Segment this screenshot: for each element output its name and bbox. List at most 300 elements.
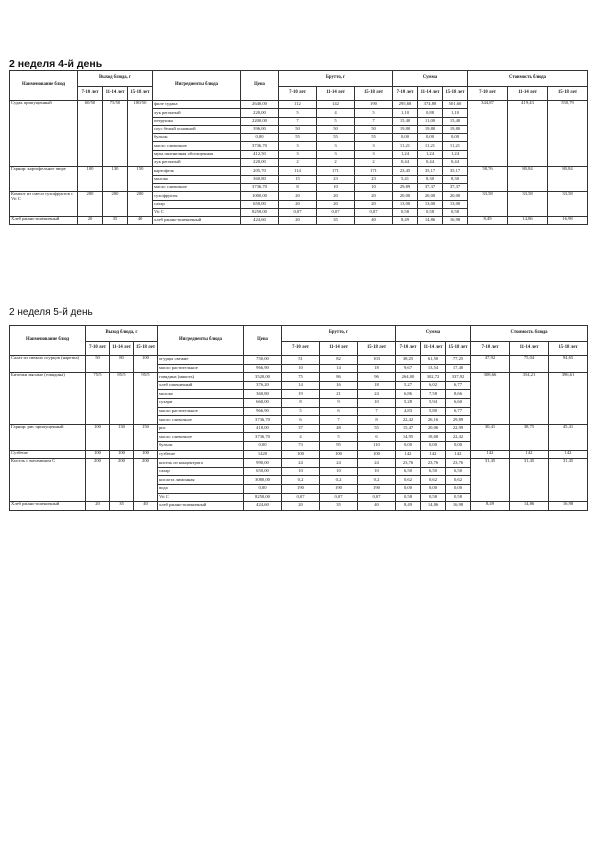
header-sum: Сумма (396, 326, 471, 342)
ingredient-brutto: 40 (355, 217, 393, 225)
dish-cost: 142 (510, 450, 549, 459)
table-row (10, 373, 588, 382)
ingredient-brutto: 5 (317, 117, 355, 125)
dish-output: 100 (78, 167, 103, 192)
ingredient-sum: 19,80 (393, 125, 418, 133)
header-age: 11-14 лет (110, 342, 134, 356)
ingredient-name: мука пшеничная обогащенная (153, 150, 241, 158)
ingredient-sum: 6,50 (446, 467, 471, 476)
ingredient-brutto: 4 (282, 433, 320, 442)
dish-cost: 80,84 (548, 167, 588, 192)
dish-name: Судак припущенный (10, 101, 78, 167)
ingredient-price: 2640,00 (241, 101, 279, 109)
ingredient-brutto: 73 (282, 441, 320, 450)
ingredient-price: 3736,70 (244, 433, 282, 442)
dish-cost: 80,84 (508, 167, 548, 192)
ingredient-brutto: 8 (282, 398, 320, 407)
ingredient-sum: 61,50 (421, 356, 446, 365)
ingredient-sum: 8,49 (396, 502, 421, 511)
ingredient-brutto: 5 (355, 109, 393, 117)
ingredient-sum: 1,24 (418, 150, 443, 158)
dish-cost: 31,45 (510, 459, 549, 502)
ingredient-name: масло сливочное (153, 183, 241, 191)
ingredient-brutto: 20 (355, 192, 393, 200)
ingredient-price: 3080,00 (244, 476, 282, 485)
table-row (10, 459, 588, 468)
ingredient-price: 424,60 (244, 502, 282, 511)
ingredient-sum: 38,25 (396, 356, 421, 365)
ingredient-sum: 7,58 (421, 390, 446, 399)
ingredient-brutto: 2 (317, 159, 355, 167)
ingredient-name: петрушка (153, 117, 241, 125)
ingredient-brutto: 20 (317, 200, 355, 208)
ingredient-brutto: 20 (279, 192, 317, 200)
ingredient-brutto: 18 (358, 364, 396, 373)
ingredient-brutto: 3 (279, 142, 317, 150)
ingredient-name: огурцы свежие (158, 356, 244, 365)
ingredient-price: 0,00 (241, 134, 279, 142)
ingredient-brutto: 112 (279, 101, 317, 109)
dish-output: 100 (110, 450, 134, 459)
ingredient-brutto: 55 (355, 134, 393, 142)
header-sum: Сумма (393, 71, 468, 87)
header-age: 11-14 лет (103, 87, 128, 101)
dish-name: Гарнир: картофельное пюре (10, 167, 78, 192)
ingredient-sum: 11,21 (393, 142, 418, 150)
ingredient-brutto: 40 (358, 502, 396, 511)
ingredient-name: хлеб ржано-пшеничный (153, 217, 241, 225)
ingredient-sum: 0,58 (418, 208, 443, 216)
ingredient-sum: 1,24 (443, 150, 468, 158)
ingredient-brutto: 142 (317, 101, 355, 109)
ingredient-sum: 22,42 (446, 433, 471, 442)
ingredient-sum: 1,10 (443, 109, 468, 117)
header-age: 7-10 лет (471, 342, 510, 356)
ingredient-sum: 22,42 (396, 416, 421, 425)
dish-output: 100 (134, 450, 158, 459)
ingredient-sum: 8,49 (393, 217, 418, 225)
ingredient-price: 220,00 (241, 159, 279, 167)
ingredient-sum: 0,58 (443, 208, 468, 216)
dish-output: 50 (86, 356, 110, 373)
ingredient-price: 376,20 (244, 381, 282, 390)
ingredient-sum: 6,86 (396, 390, 421, 399)
dish-cost: 58,76 (468, 167, 508, 192)
ingredient-price: 360,80 (241, 175, 279, 183)
dish-cost: 142 (549, 450, 588, 459)
ingredient-price: 8250,00 (244, 493, 282, 502)
table-row (10, 356, 588, 365)
ingredient-brutto: 5 (320, 433, 358, 442)
table-row (10, 192, 588, 200)
dish-name: Хлеб ржано-пшеничный (10, 502, 86, 511)
ingredient-price: 966,90 (244, 364, 282, 373)
ingredient-name: масло сливочное (158, 433, 244, 442)
ingredient-brutto: 10 (358, 398, 396, 407)
ingredient-brutto: 10 (320, 467, 358, 476)
ingredient-sum: 0,00 (393, 134, 418, 142)
ingredient-name: молоко (153, 175, 241, 183)
ingredient-brutto: 51 (282, 356, 320, 365)
ingredient-brutto: 0,2 (320, 476, 358, 485)
header-age: 7-10 лет (78, 87, 103, 101)
ingredient-brutto: 35 (320, 502, 358, 511)
ingredient-sum: 8,66 (446, 390, 471, 399)
dish-output: 150 (128, 167, 153, 192)
ingredient-name: кисель из концентрата (158, 459, 244, 468)
ingredient-sum: 0,00 (421, 484, 446, 493)
ingredient-sum: 6,60 (446, 398, 471, 407)
ingredient-sum: 35,17 (418, 167, 443, 175)
ingredient-brutto: 0,2 (358, 476, 396, 485)
ingredient-price: 650,00 (241, 200, 279, 208)
ingredient-brutto: 7 (320, 416, 358, 425)
header-ingredients: Ингредиенты блюда (153, 71, 241, 101)
ingredient-sum: 14,86 (418, 217, 443, 225)
table-row (10, 502, 588, 511)
header-age: 15-18 лет (358, 342, 396, 356)
ingredient-sum: 6,77 (446, 381, 471, 390)
ingredient-brutto: 2 (279, 159, 317, 167)
ingredient-sum: 4,83 (396, 407, 421, 416)
ingredient-sum: 8,30 (443, 175, 468, 183)
ingredient-brutto: 103 (358, 356, 396, 365)
dish-name: Компот из смеси сухофруктов с Vit C (10, 192, 78, 217)
ingredient-brutto: 14 (320, 364, 358, 373)
ingredient-name: сузбеше (158, 450, 244, 459)
dish-cost: 33,58 (548, 192, 588, 217)
header-age: 15-18 лет (446, 342, 471, 356)
table-row (10, 450, 588, 459)
ingredient-name: филе судака (153, 101, 241, 109)
header-row (10, 326, 588, 342)
section-title-day-4: 2 неделя 4-й день (9, 58, 103, 70)
ingredient-brutto: 3 (279, 150, 317, 158)
dish-cost: 308,66 (471, 373, 510, 425)
ingredient-name: говядина (мякоть) (158, 373, 244, 382)
ingredient-sum: 16,98 (446, 502, 471, 511)
dish-cost: 8,49 (468, 217, 508, 225)
table-row (10, 424, 588, 433)
ingredient-price: 750,00 (244, 356, 282, 365)
ingredient-brutto: 18 (358, 381, 396, 390)
ingredient-sum: 142 (446, 450, 471, 459)
ingredient-brutto: 2 (355, 159, 393, 167)
ingredient-brutto: 82 (320, 356, 358, 365)
dish-cost: 419,43 (508, 101, 548, 167)
ingredient-brutto: 21 (320, 390, 358, 399)
ingredient-sum: 374,88 (418, 101, 443, 109)
dish-cost: 142 (471, 450, 510, 459)
ingredient-name: бульон (153, 134, 241, 142)
dish-cost: 33,58 (468, 192, 508, 217)
dish-cost: 14,86 (510, 502, 549, 511)
header-dish-name: Наименование блюд (10, 71, 78, 101)
dish-output: 200 (110, 459, 134, 502)
ingredient-brutto: 96 (358, 373, 396, 382)
dish-output: 200 (128, 192, 153, 217)
ingredient-sum: 20,00 (393, 192, 418, 200)
ingredient-brutto: 10 (282, 364, 320, 373)
ingredient-sum: 0,58 (393, 208, 418, 216)
dish-output: 75/50 (103, 101, 128, 167)
dish-output: 20 (86, 502, 110, 511)
dish-cost: 38,75 (510, 424, 549, 450)
header-age: 7-10 лет (86, 342, 110, 356)
ingredient-brutto: 0,07 (282, 493, 320, 502)
ingredient-sum: 0,00 (396, 484, 421, 493)
ingredient-sum: 9,67 (396, 364, 421, 373)
dish-output: 200 (103, 192, 128, 217)
ingredient-brutto: 190 (358, 484, 396, 493)
header-row (10, 71, 588, 87)
ingredient-sum: 23,76 (396, 459, 421, 468)
header-age: 15-18 лет (548, 87, 588, 101)
ingredient-sum: 13,00 (443, 200, 468, 208)
ingredient-brutto: 100 (320, 450, 358, 459)
ingredient-brutto: 3 (355, 150, 393, 158)
dish-cost: 16,98 (549, 502, 588, 511)
ingredient-brutto: 23 (355, 175, 393, 183)
header-age-row (10, 342, 588, 356)
ingredient-price: 1000,00 (241, 192, 279, 200)
ingredient-price: 966,90 (244, 407, 282, 416)
ingredient-name: картофель (153, 167, 241, 175)
ingredient-price: 3520,00 (244, 373, 282, 382)
header-output: Выход блюда, г (86, 326, 158, 342)
header-age: 7-10 лет (279, 87, 317, 101)
ingredient-brutto: 0,07 (358, 493, 396, 502)
header-dish-name: Наименование блюд (10, 326, 86, 356)
ingredient-sum: 13,00 (418, 200, 443, 208)
ingredient-sum: 0,58 (396, 493, 421, 502)
ingredient-brutto: 24 (282, 459, 320, 468)
dish-name: Хлеб ржано-пшеничный (10, 217, 78, 225)
dish-name: Сузбеше (10, 450, 86, 459)
header-age: 11-14 лет (508, 87, 548, 101)
ingredient-sum: 0,00 (446, 484, 471, 493)
ingredient-name: молоко (158, 390, 244, 399)
ingredient-brutto: 20 (279, 217, 317, 225)
ingredient-brutto: 0,07 (279, 208, 317, 216)
dish-output: 100/50 (128, 101, 153, 167)
ingredient-sum: 11,00 (418, 117, 443, 125)
header-price: Цена (244, 326, 282, 356)
header-age: 7-10 лет (393, 87, 418, 101)
ingredient-sum: 23,76 (421, 459, 446, 468)
ingredient-price: 3736,70 (241, 142, 279, 150)
ingredient-brutto: 19 (282, 390, 320, 399)
ingredient-brutto: 100 (358, 450, 396, 459)
ingredient-brutto: 50 (317, 125, 355, 133)
ingredient-sum: 0,44 (443, 159, 468, 167)
dish-cost: 75,04 (510, 356, 549, 373)
ingredient-name: бульон (158, 441, 244, 450)
ingredient-brutto: 50 (355, 125, 393, 133)
dish-output: 95/5 (134, 373, 158, 425)
dish-name: Кисель с витамином С (10, 459, 86, 502)
ingredient-sum: 11,21 (443, 142, 468, 150)
ingredient-name: сахар (158, 467, 244, 476)
dish-output: 200 (86, 459, 110, 502)
header-age: 11-14 лет (418, 87, 443, 101)
menu-table-day-5 (9, 325, 588, 511)
ingredient-sum: 0,88 (418, 109, 443, 117)
ingredient-brutto: 190 (282, 484, 320, 493)
header-age: 15-18 лет (549, 342, 588, 356)
ingredient-sum: 14,86 (421, 502, 446, 511)
menu-table-day-4 (9, 70, 588, 225)
ingredient-price: 2200,00 (241, 117, 279, 125)
ingredient-sum: 22,99 (446, 424, 471, 433)
ingredient-price: 3736,70 (241, 183, 279, 191)
ingredient-sum: 19,80 (418, 125, 443, 133)
dish-output: 80 (110, 356, 134, 373)
ingredient-brutto: 8 (279, 183, 317, 191)
ingredient-sum: 6,50 (396, 467, 421, 476)
dish-output: 60/50 (78, 101, 103, 167)
ingredient-sum: 5,41 (393, 175, 418, 183)
ingredient-price: 418,00 (244, 424, 282, 433)
header-age: 7-10 лет (282, 342, 320, 356)
ingredient-brutto: 6 (320, 407, 358, 416)
ingredient-brutto: 6 (358, 433, 396, 442)
ingredient-brutto: 10 (282, 467, 320, 476)
dish-name: Салат из свежих огурцов (нарезка) (10, 356, 86, 373)
ingredient-price: 660,00 (244, 398, 282, 407)
ingredient-name: масло растительное (158, 407, 244, 416)
ingredient-sum: 18,68 (421, 433, 446, 442)
ingredient-sum: 0,44 (393, 159, 418, 167)
ingredient-brutto: 100 (282, 450, 320, 459)
dish-output: 40 (128, 217, 153, 225)
ingredient-sum: 501,60 (443, 101, 468, 109)
ingredient-brutto: 86 (320, 373, 358, 382)
dish-cost: 47,92 (471, 356, 510, 373)
header-age: 11-14 лет (317, 87, 355, 101)
ingredient-name: кислота лимонная (158, 476, 244, 485)
ingredient-sum: 5,28 (396, 398, 421, 407)
ingredient-brutto: 7 (355, 117, 393, 125)
table-row (10, 217, 588, 225)
ingredient-sum: 11,21 (418, 142, 443, 150)
dish-output: 100 (86, 424, 110, 450)
ingredient-brutto: 10 (358, 467, 396, 476)
ingredient-brutto: 5 (279, 109, 317, 117)
ingredient-brutto: 48 (320, 424, 358, 433)
ingredient-sum: 14,95 (396, 433, 421, 442)
ingredient-sum: 16,98 (443, 217, 468, 225)
ingredient-brutto: 16 (320, 381, 358, 390)
ingredient-brutto: 35 (317, 217, 355, 225)
ingredient-name: соус белый основной (153, 125, 241, 133)
header-price: Цена (241, 71, 279, 101)
ingredient-brutto: 3 (317, 150, 355, 158)
ingredient-brutto: 7 (358, 407, 396, 416)
ingredient-sum: 19,80 (443, 125, 468, 133)
ingredient-sum: 0,00 (421, 441, 446, 450)
ingredient-name: Vit C (158, 493, 244, 502)
ingredient-sum: 0,00 (443, 134, 468, 142)
ingredient-brutto: 24 (358, 390, 396, 399)
ingredient-name: рис (158, 424, 244, 433)
ingredient-name: сахар (153, 200, 241, 208)
ingredient-brutto: 4 (317, 109, 355, 117)
ingredient-brutto: 3 (317, 142, 355, 150)
ingredient-brutto: 24 (320, 459, 358, 468)
dish-output: 35 (103, 217, 128, 225)
dish-output: 20 (78, 217, 103, 225)
dish-cost: 31,45 (471, 459, 510, 502)
ingredient-brutto: 171 (317, 167, 355, 175)
ingredient-name: Vit C (153, 208, 241, 216)
ingredient-price: 0,00 (244, 484, 282, 493)
ingredient-brutto: 110 (358, 441, 396, 450)
ingredient-sum: 13,00 (393, 200, 418, 208)
header-cost: Стоимость блюда (468, 71, 588, 87)
ingredient-brutto: 0,07 (317, 208, 355, 216)
ingredient-brutto: 10 (355, 183, 393, 191)
ingredient-name: масло сливочное (158, 416, 244, 425)
ingredient-price: 360,80 (244, 390, 282, 399)
ingredient-brutto: 7 (279, 117, 317, 125)
ingredient-brutto: 55 (279, 134, 317, 142)
ingredient-sum: 6,77 (446, 407, 471, 416)
dish-output: 75/5 (86, 373, 110, 425)
ingredient-price: 3736,70 (244, 416, 282, 425)
ingredient-brutto: 190 (355, 101, 393, 109)
dish-cost: 16,98 (548, 217, 588, 225)
ingredient-sum: 142 (396, 450, 421, 459)
table-row (10, 101, 588, 109)
ingredient-sum: 0,00 (418, 134, 443, 142)
ingredient-price: 990,00 (244, 459, 282, 468)
ingredient-brutto: 0,2 (282, 476, 320, 485)
ingredient-sum: 26,16 (421, 416, 446, 425)
ingredient-sum: 0,62 (446, 476, 471, 485)
ingredient-sum: 302,72 (421, 373, 446, 382)
ingredient-brutto: 95 (320, 441, 358, 450)
ingredient-name: масло сливочное (153, 142, 241, 150)
ingredient-sum: 35,17 (443, 167, 468, 175)
ingredient-price: 8250,00 (241, 208, 279, 216)
ingredient-price: 412,50 (241, 150, 279, 158)
ingredient-sum: 8,30 (418, 175, 443, 183)
header-age: 15-18 лет (443, 87, 468, 101)
dish-output: 35 (110, 502, 134, 511)
dish-output: 200 (78, 192, 103, 217)
ingredient-brutto: 15 (279, 175, 317, 183)
section-title-day-5: 2 неделя 5-й день (9, 307, 93, 318)
ingredient-sum: 142 (421, 450, 446, 459)
ingredient-sum: 0,58 (446, 493, 471, 502)
ingredient-price: 396,00 (241, 125, 279, 133)
ingredient-name: сухари (158, 398, 244, 407)
header-age: 11-14 лет (510, 342, 549, 356)
ingredient-sum: 20,06 (421, 424, 446, 433)
dish-output: 130 (110, 424, 134, 450)
ingredient-brutto: 20 (317, 192, 355, 200)
dish-cost: 45,41 (549, 424, 588, 450)
ingredient-sum: 15,40 (443, 117, 468, 125)
header-output: Выход блюда, г (78, 71, 153, 87)
ingredient-brutto: 6 (282, 416, 320, 425)
dish-cost: 31,45 (549, 459, 588, 502)
ingredient-name: хлеб пшеничный (158, 381, 244, 390)
ingredient-sum: 0,00 (446, 441, 471, 450)
ingredient-sum: 17,40 (446, 364, 471, 373)
ingredient-name: лук репчатый (153, 109, 241, 117)
